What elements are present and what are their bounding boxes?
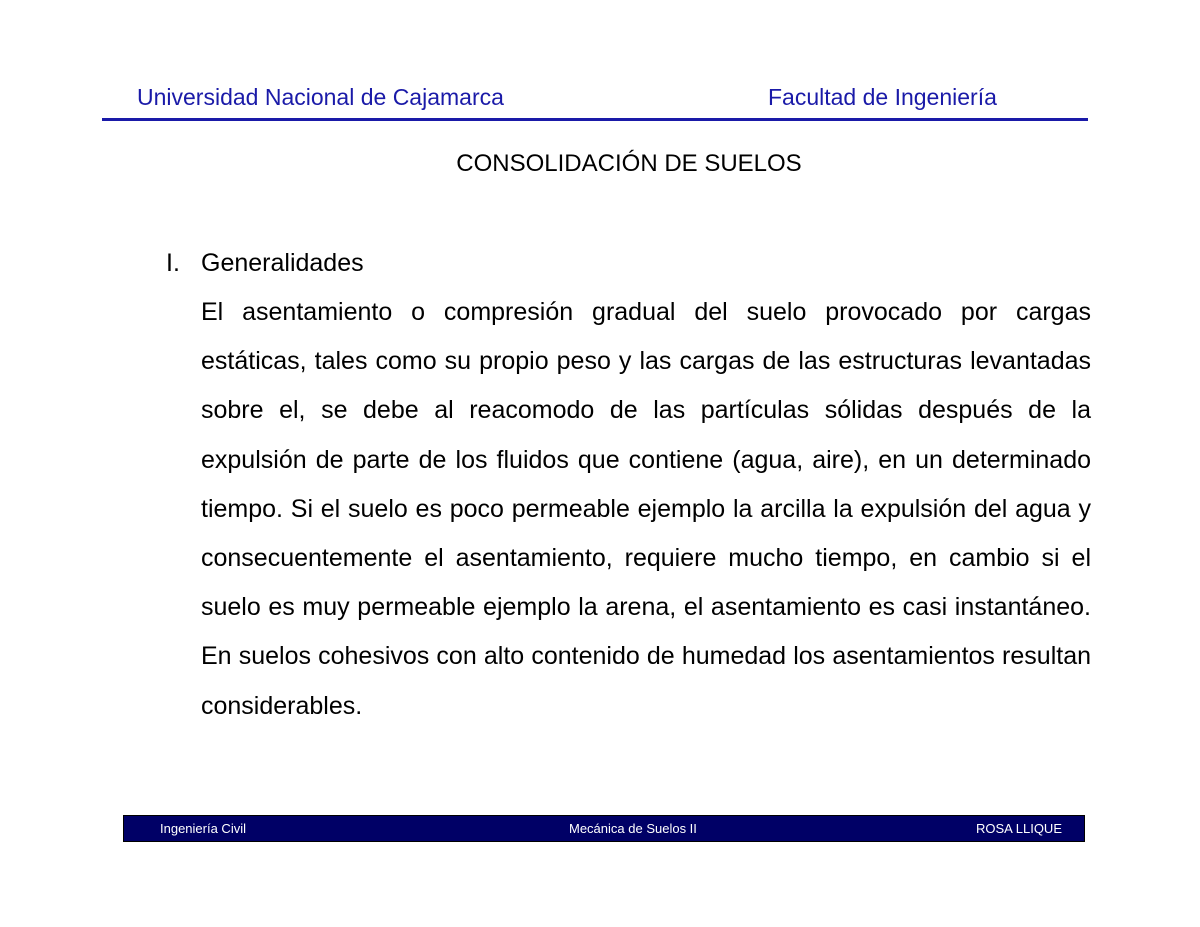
document-title: CONSOLIDACIÓN DE SUELOS bbox=[456, 150, 802, 177]
section-heading: Generalidades bbox=[201, 249, 364, 277]
faculty-name: Facultad de Ingeniería bbox=[768, 84, 997, 110]
footer-author: ROSA LLIQUE bbox=[976, 821, 1062, 836]
university-name: Universidad Nacional de Cajamarca bbox=[137, 84, 504, 110]
section-number: I. bbox=[166, 249, 180, 277]
page-footer bbox=[123, 815, 1085, 842]
body-paragraph: El asentamiento o compresión gradual del suelo provocado por cargas estáticas, tales como su propio peso y las cargas de las estructuras levantadas sobre el, se debe al reacomodo de las partículas sólidas después de la expulsión de parte de los fluidos que contiene (agua, aire), en un determinado tiempo. Si el suelo es poco permeable ejemplo la arcilla la expulsión del agua y consecuentemente el asentamiento, requiere mucho tiempo, en cambio si el suelo es muy permeable ejemplo la arena, el asentamiento es casi instantáneo. En suelos cohesivos con alto contenido de humedad los asentamientos resultan considerables. bbox=[201, 298, 1091, 720]
header-divider bbox=[102, 118, 1088, 121]
footer-department: Ingeniería Civil bbox=[160, 821, 246, 836]
footer-course: Mecánica de Suelos II bbox=[569, 821, 697, 836]
